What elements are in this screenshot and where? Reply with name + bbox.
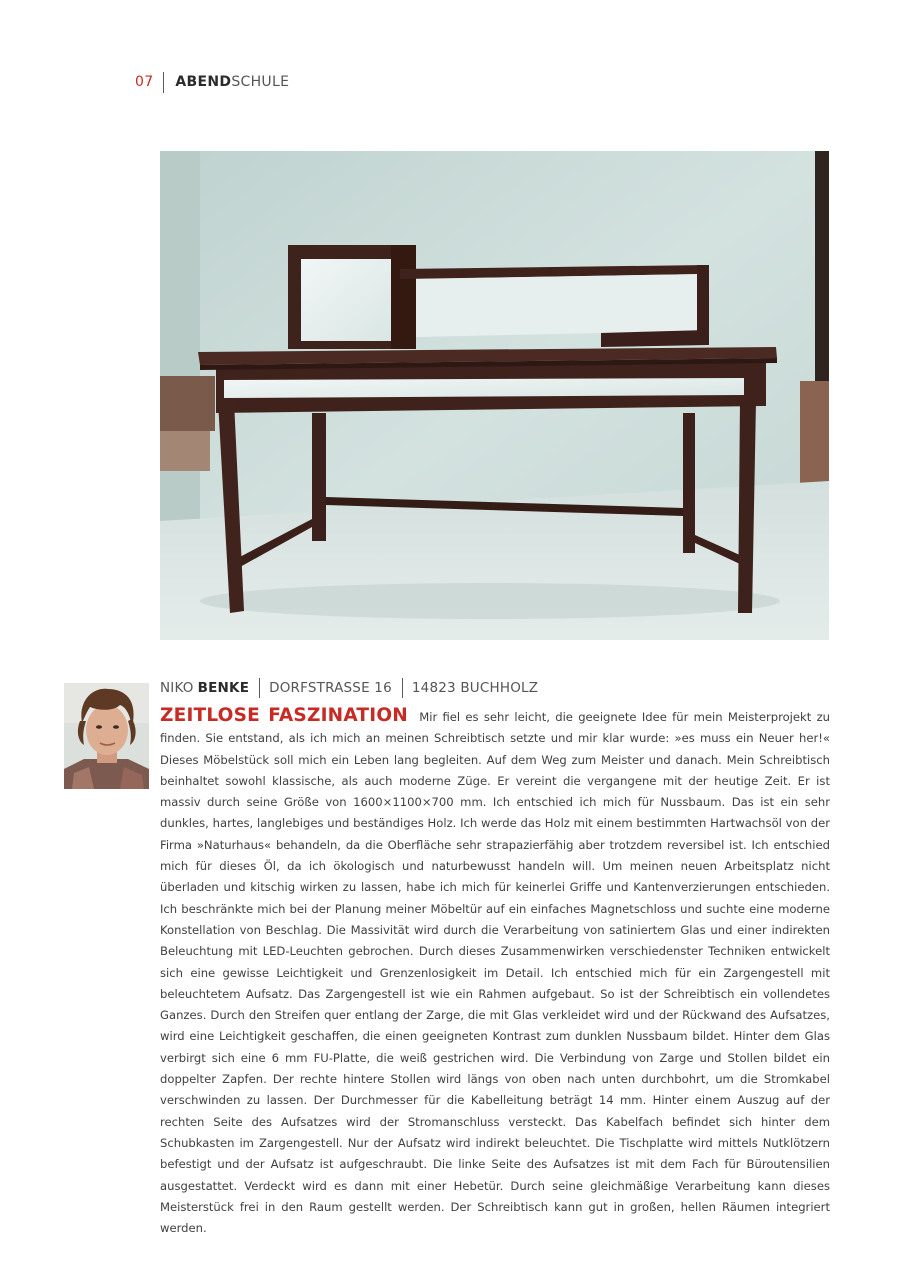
byline-divider — [259, 678, 260, 698]
article — [160, 705, 830, 1239]
author-portrait — [64, 683, 149, 789]
author-city: 14823 BUCHHOLZ — [411, 680, 539, 696]
author-first-name: NIKO — [160, 680, 194, 696]
desk-photo — [160, 151, 829, 640]
section-title-light: SCHULE — [231, 74, 290, 90]
article-body: Mir fiel es sehr leicht, die geeignete Idee für mein Meisterprojekt zu finden. Sie entstand, als ich mich an meinen Schreibtisch setzte und mir klar wurde: »es muss ein Neuer her!« Dieses Möbelstück soll mich ein Leben lang begleiten. Auf dem Weg zum Meister und danach. Mein Schreibtisch beinhaltet sowohl klassische, als auch moderne Züge. Er vereint die vergangene mit der heutige Zeit. Er ist massiv durch seine Größe von 1600×1100×700 mm. Ich entschied ich mich für Nussbaum. Das ist ein sehr dunkles, hartes, langlebiges und beständiges Holz. Ich werde das Holz mit einem bestimmten Hartwachsöl von der Firma »Naturhaus« behandeln, da die Oberfläche sehr strapazierfähig aber trotzdem reversibel ist. Ich entschied mich für dieses Öl, da ich ökologisch und naturbewusst handeln will. Um meinen neuen Arbeitsplatz nicht überladen und kitschig wirken zu lassen, habe ich mich für keinerlei Griffe und Kantenverzierungen entschieden. Ich beschränkte mich bei der Planung meiner Möbeltür auf ein einfaches Magnetschloss und suchte eine moderne Konstellation von Beschlag. Die Massivität wird durch die Verarbeitung von satiniertem Glas und einer indirekten Beleuchtung mit LED-Leuchten gebrochen. Durch dieses Zusammenwirken verschiedenster Techniken entwickelt sich eine gewisse Leichtigkeit und Grenzenlosigkeit im Detail. Ich entschied mich für ein Zargengestell mit beleuchtetem Aufsatz. Das Zargengestell ist wie ein Rahmen aufgebaut. So ist der Schreibtisch ein vollendetes Ganzes. Durch den Streifen quer entlang der Zarge, die mit Glas verkleidet wird und der Rückwand des Aufsatzes, wird eine Leichtigkeit geschaffen, die einen geeigneten Kontrast zum dunklen Nussbaum bildet. Hinter dem Glas verbirgt sich eine 6 mm FU-Platte, die weiß gestrichen wird. Die Verbindung von Zarge und Stollen bildet ein doppelter Zapfen. Der rechte hintere Stollen wird längs von oben nach unten durchbohrt, um die Stromkabel verschwinden zu lassen. Der Durchmesser für die Kabelleitung beträgt 14 mm. Hinter einem Auszug auf der rechten Seite des Aufsatzes wird der Stromanschluss versteckt. Das Kabelfach befindet sich hinter dem Schubkasten im Zargengestell. Nur der Aufsatz wird indirekt beleuchtet. Die Tischplatte wird mittels Nutklötzern befestigt und der Aufsatz ist aufgeschraubt. Die linke Seite des Aufsatzes ist mit dem Fach für Büroutensilien ausgestattet. Verdeckt wird es dann mit einer Hebetür. Durch seine gleichmäßige Verarbeitung kann dieses Meisterstück frei in den Raum gestellt werden. Der Schreibtisch kann gut in großen, hellen Räumen integriert werden. — [160, 710, 831, 1236]
section-title-bold: ABEND — [175, 74, 232, 90]
author-byline — [160, 678, 538, 698]
running-header — [135, 72, 289, 92]
author-last-name: BENKE — [197, 680, 250, 696]
page-number: 07 — [135, 74, 154, 90]
byline-divider — [402, 678, 403, 698]
header-divider — [163, 72, 164, 93]
article-title: ZEITLOSE FASZINATION — [160, 705, 408, 726]
author-street: DORFSTRASSE 16 — [269, 680, 392, 696]
